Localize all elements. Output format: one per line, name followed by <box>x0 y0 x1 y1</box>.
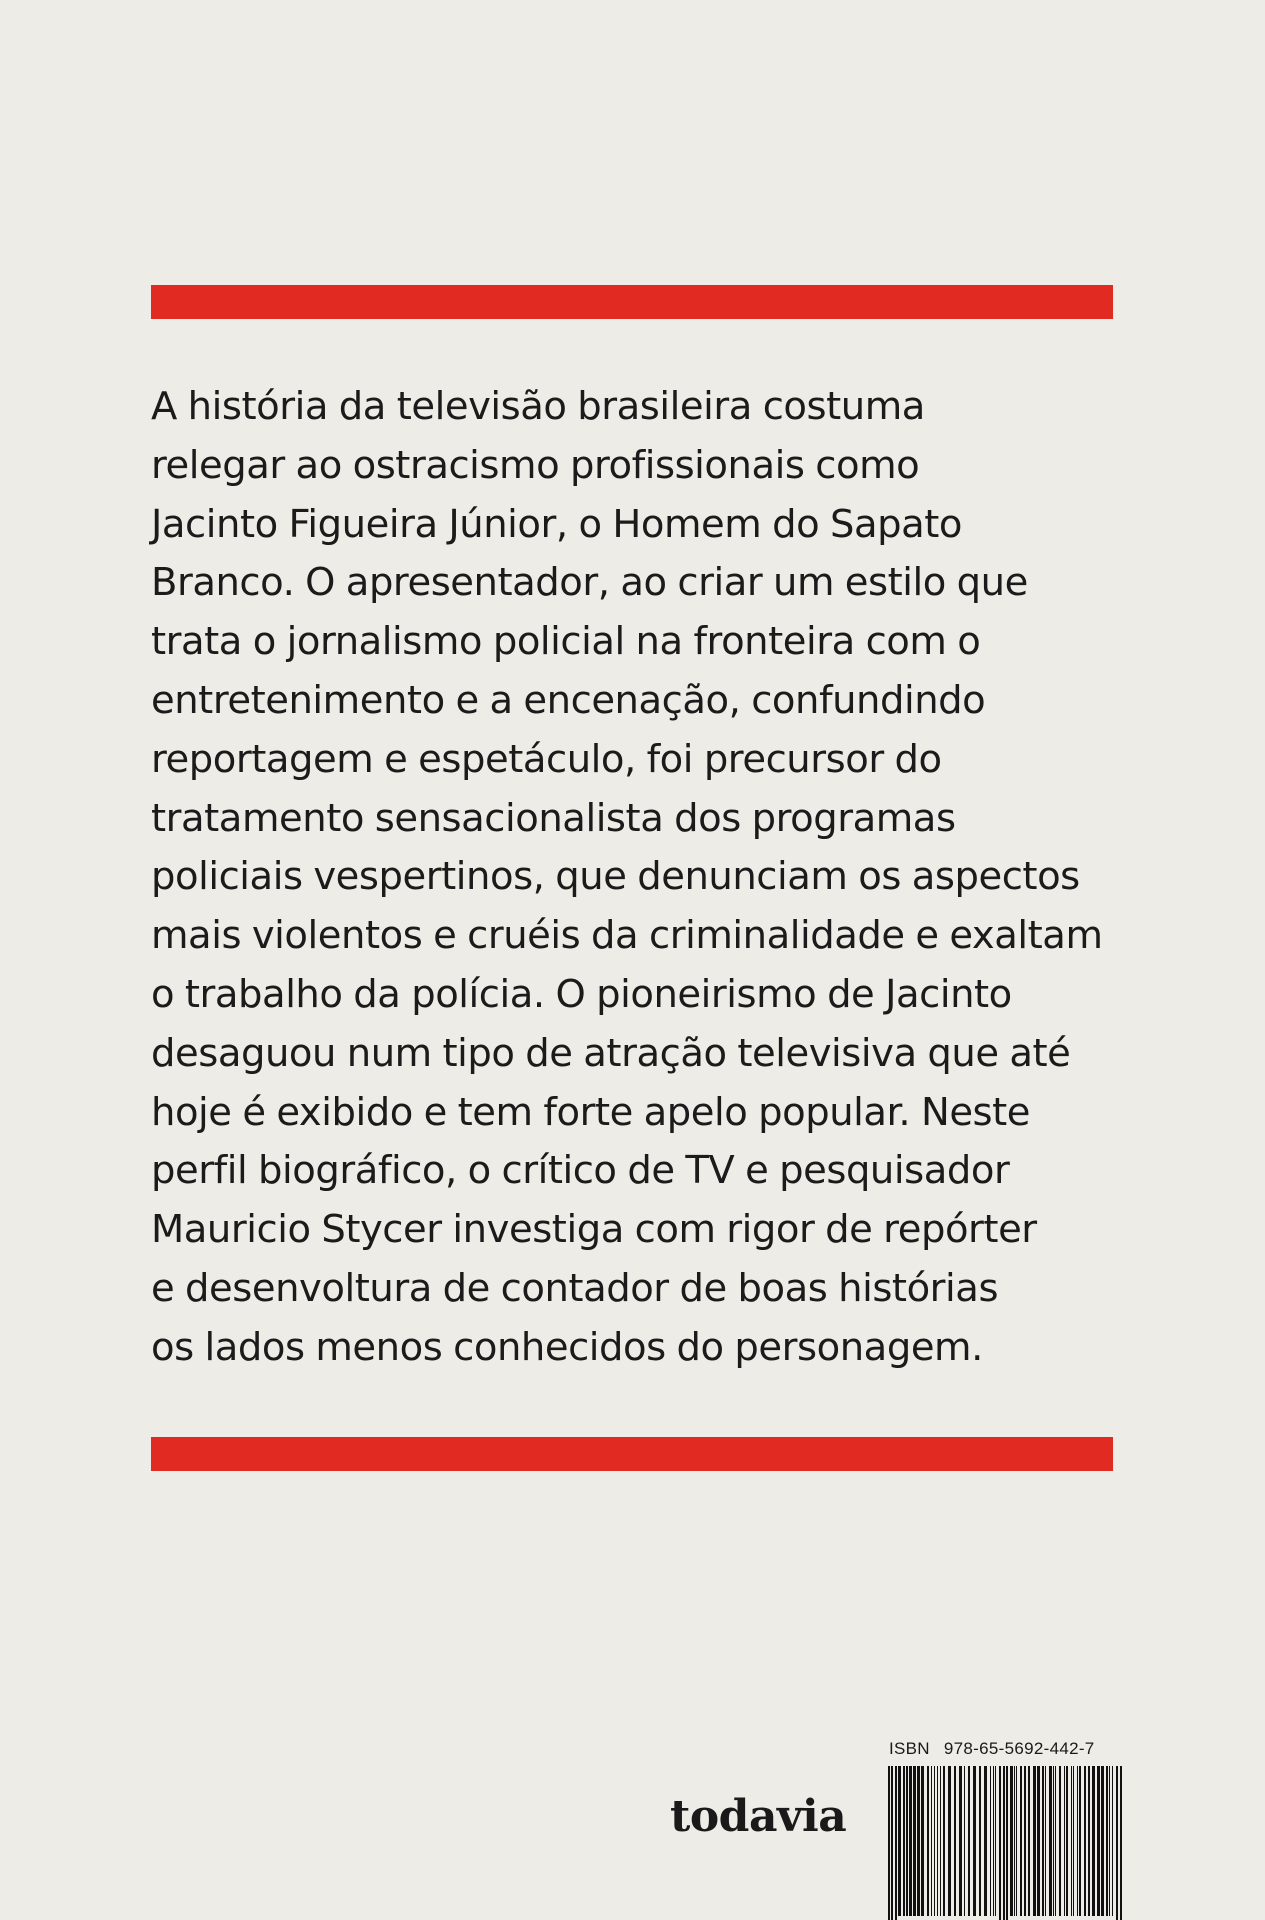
top-red-rule <box>151 285 1113 319</box>
blurb-line: reportagem e espetáculo, foi precursor do <box>151 736 942 782</box>
barcode-bar <box>1109 1766 1110 1916</box>
barcode-bar <box>898 1766 901 1916</box>
bottom-red-rule <box>151 1437 1113 1471</box>
blurb-line: perfil biográfico, o crítico de TV e pesquisador <box>151 1148 1010 1194</box>
barcode <box>886 1766 1126 1920</box>
blurb-line: entretenimento e a encenação, confundindo <box>151 677 986 723</box>
barcode-bar <box>1033 1766 1036 1916</box>
blurb-line: A história da televisão brasileira costuma <box>151 384 925 429</box>
barcode-bar <box>903 1766 905 1916</box>
barcode-bar <box>1016 1766 1017 1916</box>
barcode-bar <box>1042 1766 1044 1916</box>
barcode-bar <box>1020 1766 1022 1916</box>
blurb-line: hoje é exibido e tem forte apelo popular. Neste <box>151 1089 1031 1135</box>
barcode-bar <box>888 1766 890 1920</box>
barcode-bar <box>937 1766 938 1916</box>
barcode-bar <box>921 1766 924 1916</box>
barcode-bar <box>931 1766 932 1916</box>
barcode-bar <box>999 1766 1001 1920</box>
barcode-bar <box>993 1766 994 1916</box>
barcode-bar <box>1088 1766 1090 1916</box>
blurb-line: relegar ao ostracismo profissionais como <box>151 442 920 488</box>
barcode-bar <box>1112 1766 1113 1916</box>
barcode-bar <box>1003 1766 1005 1920</box>
isbn-label <box>889 1740 1095 1757</box>
barcode-bar <box>1079 1766 1081 1916</box>
barcode-bar <box>979 1766 981 1916</box>
blurb-line: o trabalho da polícia. O pioneirismo de Jacinto <box>151 971 1012 1017</box>
barcode-bar <box>943 1766 945 1916</box>
barcode-bar <box>895 1766 897 1920</box>
blurb-line: Jacinto Figueira Júnior, o Homem do Sapato <box>151 501 963 547</box>
barcode-bar <box>1045 1766 1046 1916</box>
barcode-bar <box>1092 1766 1095 1916</box>
barcode-bar <box>1084 1766 1086 1916</box>
barcode-bar <box>990 1766 991 1916</box>
barcode-bar <box>934 1766 935 1916</box>
barcode-bar <box>1028 1766 1030 1916</box>
isbn-number: 978-65-5692-442-7 <box>943 1739 1095 1758</box>
barcode-bar <box>995 1766 996 1916</box>
blurb-line: trata o jornalismo policial na fronteira com o <box>151 619 981 665</box>
blurb-line: Mauricio Stycer investiga com rigor de repórter <box>151 1207 1037 1253</box>
barcode-bar <box>1049 1766 1052 1916</box>
barcode-bar <box>1097 1766 1100 1916</box>
barcode-bar <box>906 1766 908 1916</box>
barcode-bar <box>1116 1766 1118 1920</box>
barcode-bar <box>927 1766 929 1916</box>
barcode-bar <box>973 1766 976 1916</box>
barcode-bar <box>1064 1766 1065 1916</box>
barcode-bar <box>891 1766 893 1920</box>
barcode-bar <box>1014 1766 1015 1916</box>
barcode-bar <box>909 1766 912 1916</box>
barcode-bar <box>1106 1766 1108 1916</box>
barcode-bar <box>1073 1766 1074 1916</box>
blurb-line: mais violentos e cruéis da criminalidade e exaltam <box>151 913 1103 959</box>
barcode-bar <box>959 1766 962 1916</box>
blurb-line: policiais vespertinos, que denunciam os aspectos <box>151 854 1080 900</box>
barcode-bar <box>984 1766 987 1916</box>
barcode-bar <box>1006 1766 1008 1920</box>
barcode-bar <box>968 1766 970 1916</box>
isbn-block <box>886 1738 1126 1920</box>
barcode-bar <box>1071 1766 1072 1916</box>
barcode-bar <box>964 1766 965 1916</box>
isbn-prefix: ISBN <box>889 1739 930 1758</box>
barcode-bar <box>1101 1766 1104 1916</box>
barcode-bar <box>948 1766 951 1916</box>
barcode-bar <box>940 1766 941 1916</box>
barcode-bar <box>954 1766 956 1916</box>
barcode-bar <box>1055 1766 1056 1916</box>
barcode-bar <box>917 1766 920 1916</box>
barcode-bar <box>1066 1766 1068 1916</box>
blurb-line: os lados menos conhecidos do personagem. <box>151 1324 983 1370</box>
blurb-line: Branco. O apresentador, ao criar um estilo que <box>151 560 1028 606</box>
barcode-bar <box>913 1766 916 1916</box>
barcode-bar <box>1037 1766 1040 1916</box>
publisher-logo: todavia <box>670 1791 847 1842</box>
barcode-bar <box>1053 1766 1054 1916</box>
blurb-line: tratamento sensacionalista dos programas <box>151 795 956 841</box>
barcode-bar <box>1120 1766 1122 1920</box>
barcode-bar <box>1077 1766 1078 1916</box>
barcode-bar <box>1059 1766 1061 1916</box>
barcode-bar <box>1010 1766 1013 1916</box>
blurb-line: desaguou num tipo de atração televisiva que até <box>151 1030 1071 1076</box>
back-cover-blurb <box>151 378 1131 1378</box>
blurb-line: e desenvoltura de contador de boas histórias <box>151 1265 999 1311</box>
barcode-bar <box>1024 1766 1026 1916</box>
